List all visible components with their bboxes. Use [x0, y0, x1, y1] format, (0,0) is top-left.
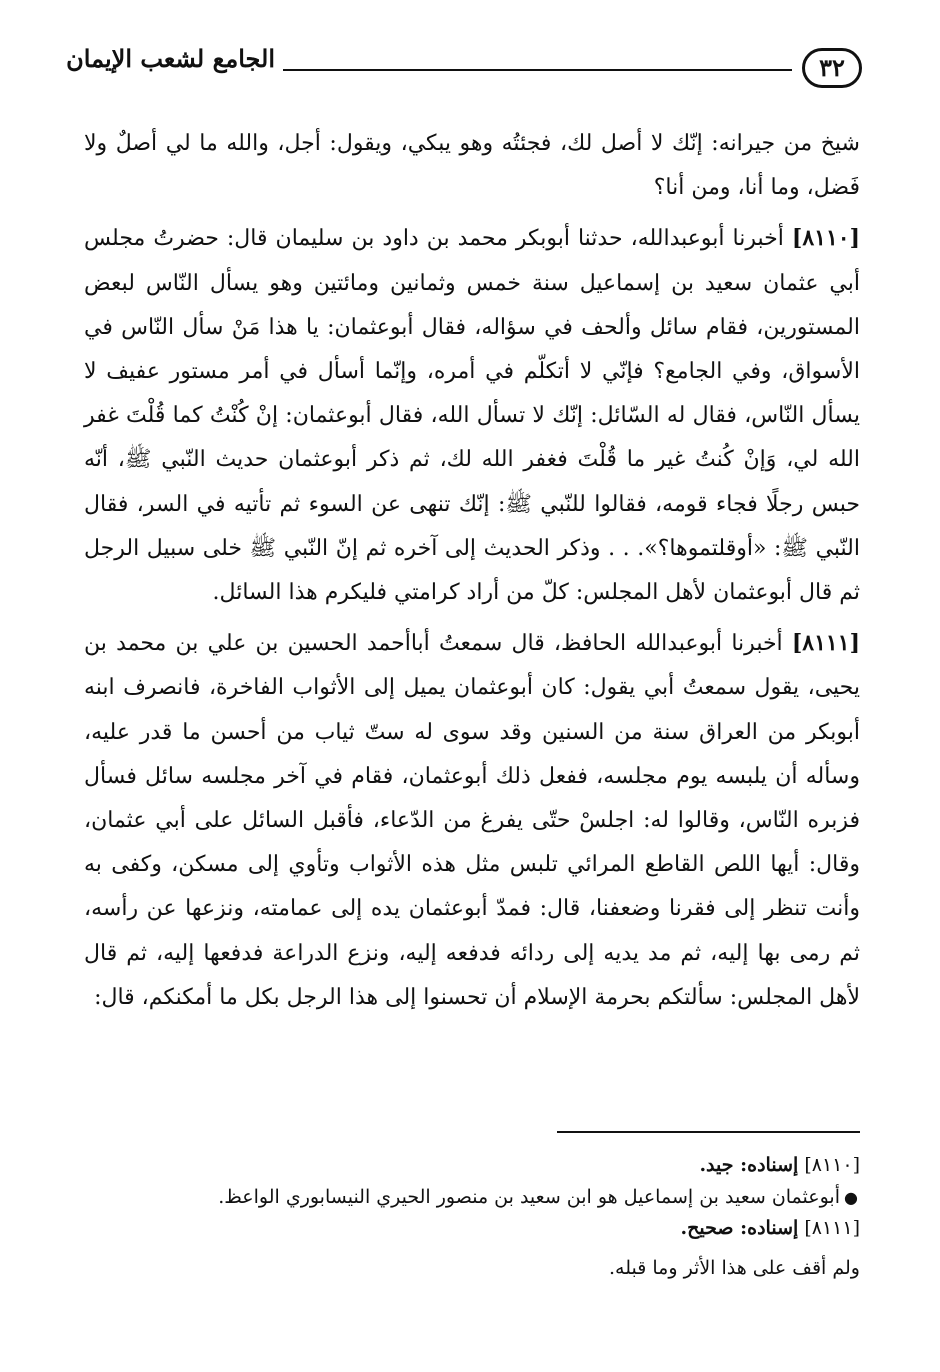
- footnote-note: [84, 1182, 860, 1214]
- paragraph-text: أخبرنا أبوعبدالله، حدثنا أبوبكر محمد بن داود بن سليمان قال: حضرتُ مجلس أبي عثمان سعيد بن إسماعيل سنة خمس وثمانين ومائتين وهو يسأل النّاس لبعض المستورين، فقام سائل وألحف في سؤاله، فقال أبوعثمان: يا هذا مَنْ سأل النّاس في الأسواق، وفي الجامع؟ فإنّي لا أتكلّم في أمره، وإنّما أسأل في أمر مستور عفيف لا يسأل النّاس، فقال له السّائل: إنّك لا تسأل الله، فقال أبوعثمان: إنْ كُنْتُ كما قُلْتَ غفر الله لي، وَإنْ كُنتُ غير ما قُلْتَ فغفر الله لك، ثم ذكر أبوعثمان حديث النّبي ﷺ، أنّه حبس رجلًا فجاء قومه، فقالوا للنّبي ﷺ: إنّك تنهى عن السوء ثم تأتيه في السر، فقال النّبي ﷺ: «أوقلتموها؟». . . وذكر الحديث إلى آخره ثم إنّ النّبي ﷺ خلى سبيل الرجل ثم قال أبوعثمان لأهل المجلس: كلّ من أراد كرامتي فليكرم هذا السائل.: [84, 226, 860, 606]
- main-text: [84, 122, 860, 1026]
- page-header: [66, 42, 866, 106]
- footnote-note-text: أبوعثمان سعيد بن إسماعيل هو ابن سعيد بن منصور الحيري النيسابوري الواعظ.: [218, 1185, 840, 1208]
- bullet-icon: ●: [844, 1187, 858, 1207]
- hadith-number: [٨١١٠]: [791, 225, 860, 252]
- running-title: الجامع لشعب الإيمان: [66, 44, 275, 73]
- footnote-grade: إسناده: جيد.: [699, 1154, 799, 1176]
- footnote-separator: [557, 1131, 860, 1133]
- page-number: ٣٢: [802, 48, 862, 88]
- footnote-number: [٨١١١]: [804, 1217, 860, 1239]
- footnote-number: [٨١١٠]: [804, 1154, 860, 1176]
- footnote-remark: ولم أقف على هذا الأثر وما قبله.: [609, 1256, 860, 1279]
- header-rule: [283, 69, 792, 71]
- footnote-grade: إسناده: صحيح.: [680, 1217, 799, 1239]
- paragraph-8110: [84, 216, 860, 615]
- hadith-number: [٨١١١]: [791, 630, 860, 657]
- paragraph-continuation: شيخ من جيرانه: إنّك لا أصل لك، فجئتُه وهو يبكي، ويقول: أجل، والله ما لي أصلٌ ولا فَضل، وما أنا، ومن أنا؟: [84, 131, 860, 201]
- paragraph-8111: [84, 621, 860, 1020]
- footnotes: [84, 1150, 860, 1284]
- footnote-8110: [84, 1150, 860, 1182]
- footnote-8111: [84, 1213, 860, 1245]
- paragraph-text: أخبرنا أبوعبدالله الحافظ، قال سمعتُ أباأحمد الحسين بن علي بن محمد بن يحيى، يقول سمعتُ أبي يقول: كان أبوعثمان يميل إلى الأثواب الفاخرة، فانصرف ابنه أبوبكر من العراق سنة من السنين وقد سوى له ستّ ثياب من أحسن ما قدر عليه، وسأله أن يلبسه يوم مجلسه، ففعل ذلك أبوعثمان، فقام في آخر مجلسه سائل فسأل فزبره النّاس، وقالوا له: اجلسْ حتّى يفرغ من الدّعاء، فأقبل السائل على أبي عثمان، وقال: أيها اللص القاطع المرائي تلبس مثل هذه الأثواب وتأوي إلى مسكن، وكفى به وأنت تنظر إلى فقرنا وضعفنا، قال: فمدّ أبوعثمان يده إلى عمامته، ونزعها عن رأسه، ثم رمى بها إليه، ثم مد يديه إلى ردائه فدفعه إليه، ونزع الدراعة فدفعها إليه، ثم قال لأهل المجلس: سألتكم بحرمة الإسلام أن تحسنوا إلى هذا الرجل بكل ما أمكنكم، قال:: [84, 631, 860, 1010]
